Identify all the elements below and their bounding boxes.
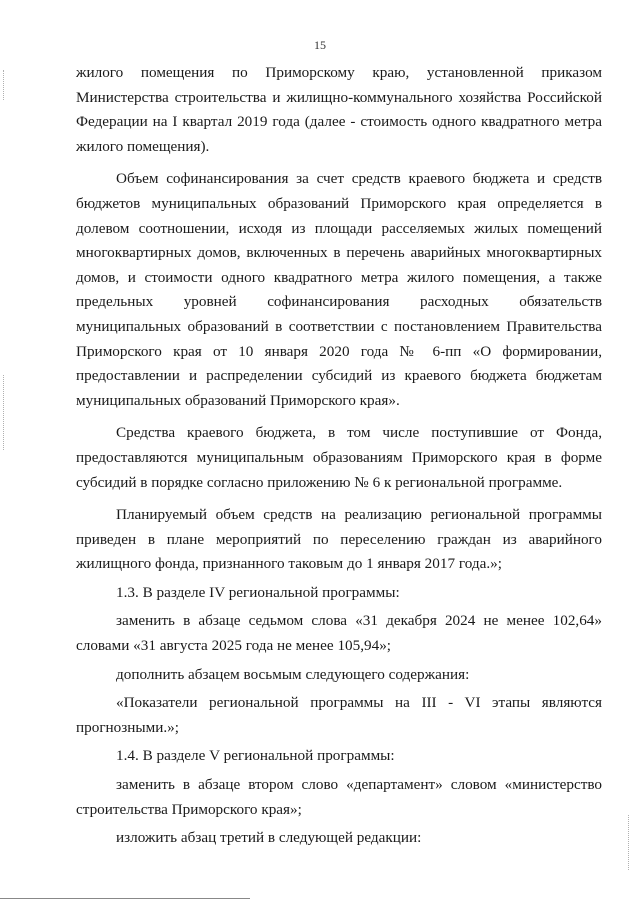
paragraph: изложить абзац третий в следующей редакции: (116, 829, 422, 847)
paragraph: 1.4. В разделе V региональной программы: (116, 747, 395, 765)
paragraph: Объем софинансирования за счет средств краевого бюджета и средств бюджетов муниципальных образований Приморского края определяется в долевом соотношении, исходя из площади расселяемых жилых помещений многоквартирных домов, включенных в перечень аварийных многоквартирных домов, и стоимости одного квадратного метра жилого помещения, а также предельных уровней софинансирования расходных обязательств муниципальных образований в соответствии с постановлением Правительства Приморского края от 10 января 2020 года № 6-пп «О формировании, предоставлении и распределении субсидий из краевого бюджета бюджетам муниципальных образований Приморского края». (76, 170, 602, 409)
paragraph: «Показатели региональной программы на III - VI этапы являются прогнозными.»; (76, 694, 602, 736)
paragraph: заменить в абзаце седьмом слова «31 декабря 2024 не менее 102,64» словами «31 августа 2025 года не менее 105,94»; (76, 612, 602, 655)
left-margin-dots-mid (3, 375, 5, 450)
paragraph: Средства краевого бюджета, в том числе поступившие от Фонда, предоставляются муниципальным образованиям Приморского края в форме субсидий в порядке согласно приложению № 6 к региональной программе. (76, 424, 602, 491)
right-margin-dots (628, 815, 630, 870)
document-body (76, 61, 602, 855)
paragraph: 1.3. В разделе IV региональной программы: (116, 583, 400, 601)
paragraph: Планируемый объем средств на реализацию региональной программы приведен в плане мероприятий по переселению граждан из аварийного жилищного фонда, признанного таковым до 1 января 2017 года.»; (76, 506, 602, 573)
page-number: 15 (314, 38, 326, 52)
paragraph: заменить в абзаце втором слово «департамент» словом «министерство строительства Приморского края»; (76, 776, 602, 818)
left-margin-dots-top (3, 70, 5, 100)
bottom-rule (0, 898, 250, 899)
paragraph: дополнить абзацем восьмым следующего содержания: (116, 665, 470, 683)
paragraph: жилого помещения по Приморскому краю, установленной приказом Министерства строительства и жилищно-коммунального хозяйства Российской Федерации на I квартал 2019 года (далее - стоимость одного квадратного метра жилого помещения). (76, 64, 602, 155)
